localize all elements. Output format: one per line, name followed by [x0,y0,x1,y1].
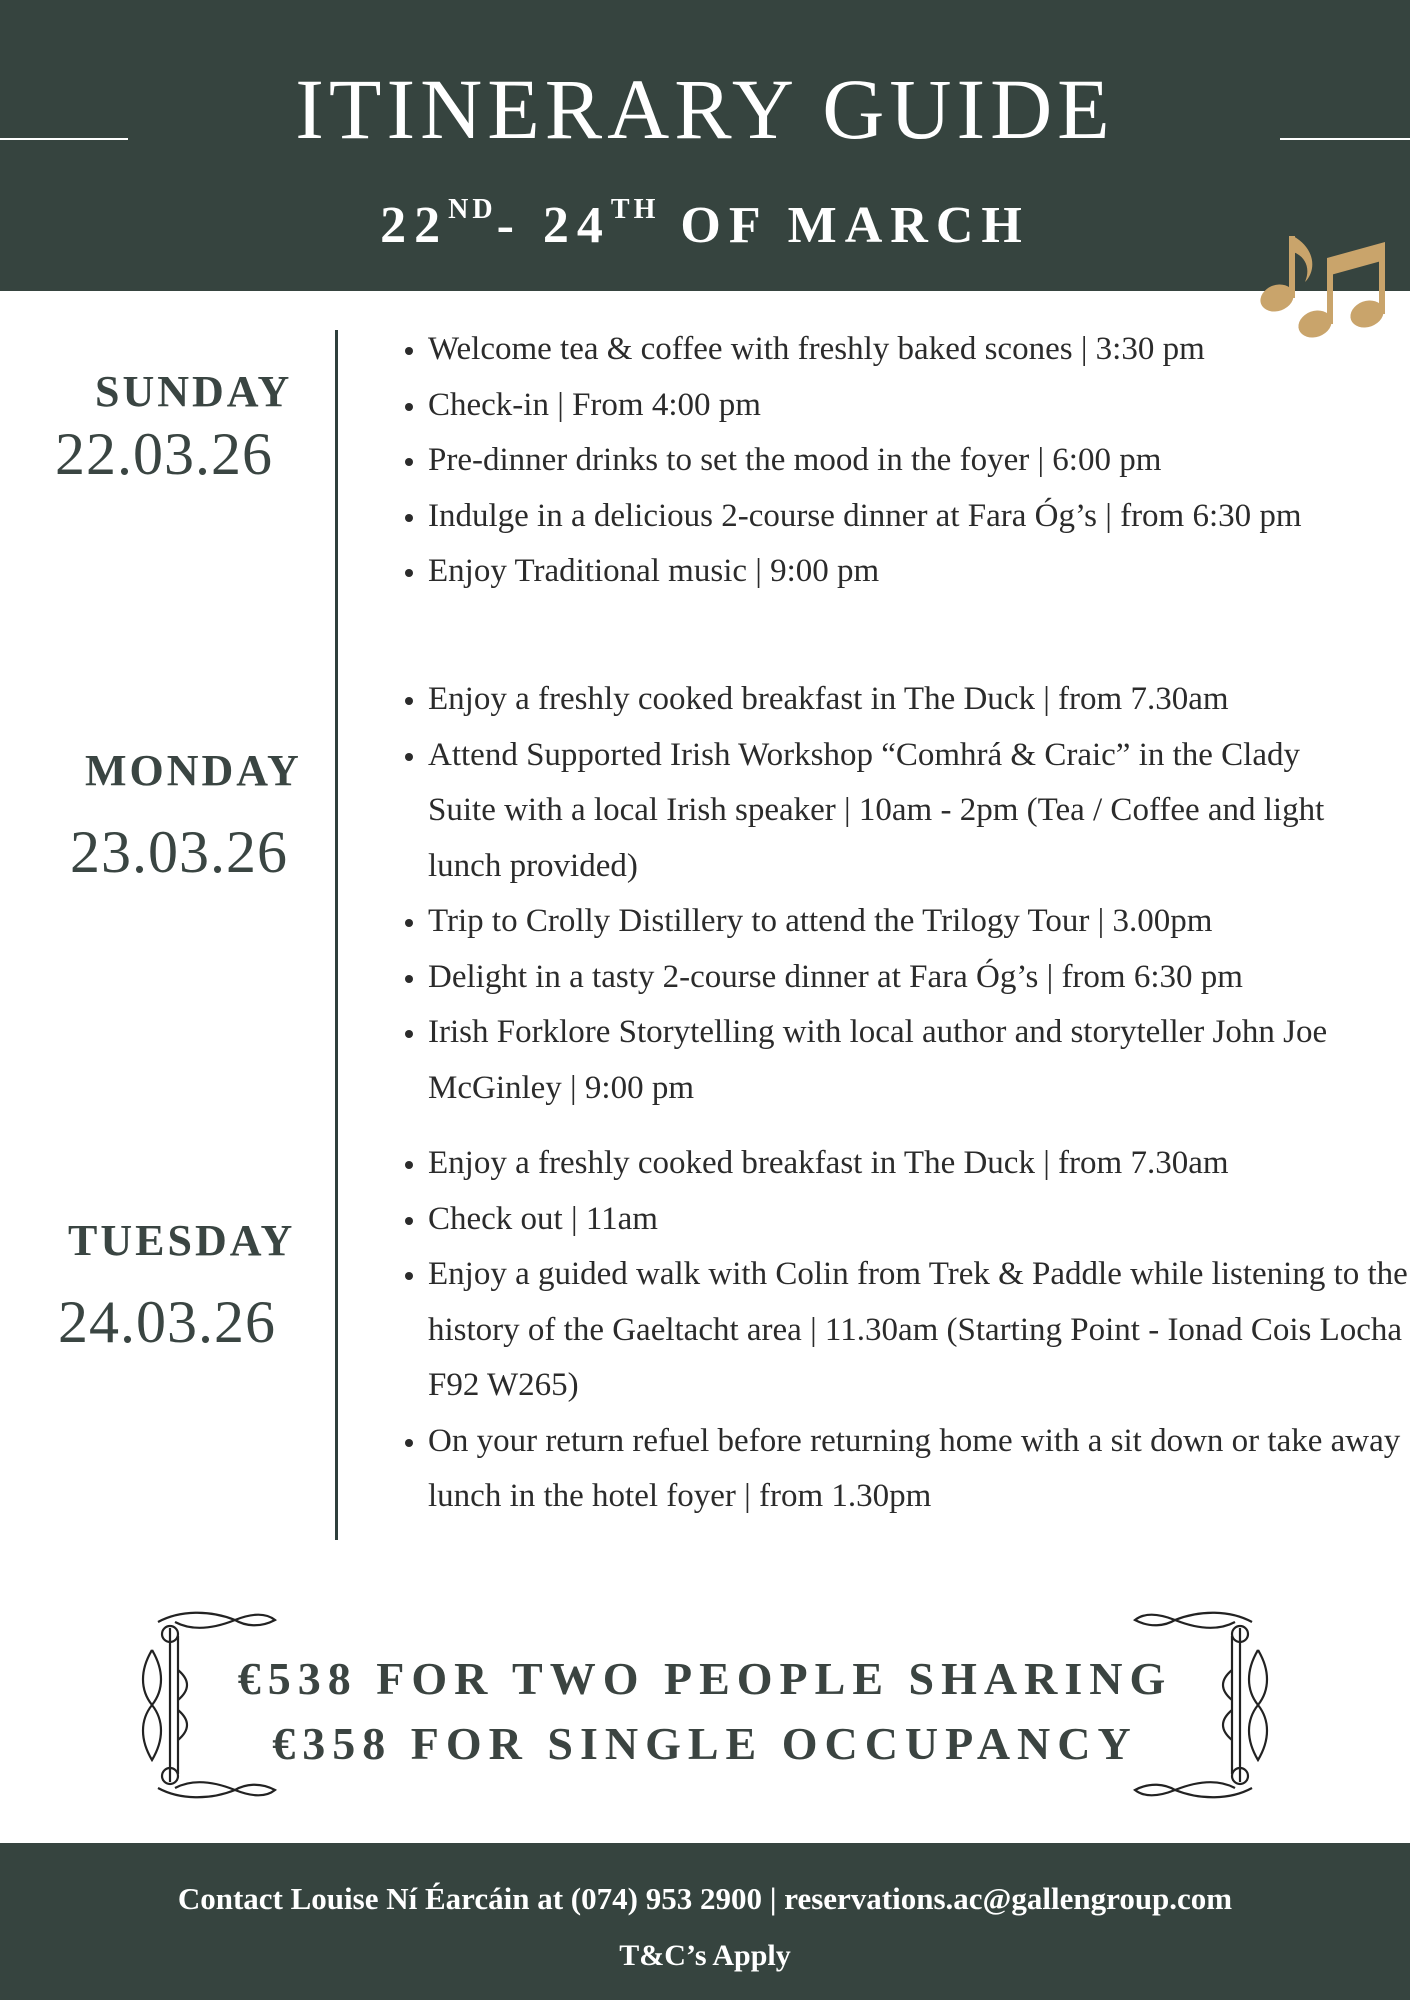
footer-banner [0,1843,1410,2000]
page-title: ITINERARY GUIDE [295,61,1115,157]
list-item: • Enjoy a guided walk with Colin from Trek & Paddle while listening to the history of the Gaeltacht area | 11.30am (Starting Point - Ionad Cois Locha F92 W265) [428,1247,1408,1414]
list-item: • Enjoy a freshly cooked breakfast in The Duck | from 7.30am [428,672,1408,728]
day-date-sunday: 22.03.26 [55,421,273,487]
sunday-schedule [392,322,1408,600]
list-item: • Irish Forklore Storytelling with local author and storyteller John Joe McGinley | 9:00 pm [428,1005,1408,1116]
day-name-sunday: SUNDAY [95,367,293,416]
terms-note: T&C’s Apply [619,1939,791,1972]
list-item: • Enjoy Traditional music | 9:00 pm [428,544,1408,600]
day-date-monday: 23.03.26 [70,819,288,885]
list-item: • On your return refuel before returning home with a sit down or take away lunch in the hotel foyer | from 1.30pm [428,1414,1408,1525]
tuesday-schedule [392,1136,1408,1525]
list-item: • Welcome tea & coffee with freshly baked scones | 3:30 pm [428,322,1408,378]
list-item: • Attend Supported Irish Workshop “Comhrá & Craic” in the Clady Suite with a local Irish speaker | 10am - 2pm (Tea / Coffee and light lunch provided) [428,728,1408,895]
list-item: • Enjoy a freshly cooked breakfast in The Duck | from 7.30am [428,1136,1408,1192]
timeline-divider [335,330,338,1540]
price-single: €358 FOR SINGLE OCCUPANCY [272,1718,1138,1769]
date-range: 22ND- 24TH OF MARCH [380,194,1030,254]
list-item: • Check-in | From 4:00 pm [428,378,1408,434]
list-item: • Indulge in a delicious 2-course dinner at Fara Óg’s | from 6:30 pm [428,489,1408,545]
contact-line: Contact Louise Ní Éarcáin at (074) 953 2900 | reservations.ac@gallengroup.com [177,1881,1233,1916]
day-name-tuesday: TUESDAY [68,1216,296,1265]
celtic-frame-ornament [140,1610,1270,1800]
header-banner [0,0,1410,291]
list-item: • Check out | 11am [428,1192,1408,1248]
price-two-sharing: €538 FOR TWO PEOPLE SHARING [237,1653,1173,1704]
list-item: • Delight in a tasty 2-course dinner at Fara Óg’s | from 6:30 pm [428,950,1408,1006]
day-name-monday: MONDAY [85,746,302,795]
list-item: • Pre-dinner drinks to set the mood in the foyer | 6:00 pm [428,433,1408,489]
monday-schedule [392,672,1408,1116]
day-date-tuesday: 24.03.26 [58,1289,276,1355]
list-item: • Trip to Crolly Distillery to attend the Trilogy Tour | 3.00pm [428,894,1408,950]
